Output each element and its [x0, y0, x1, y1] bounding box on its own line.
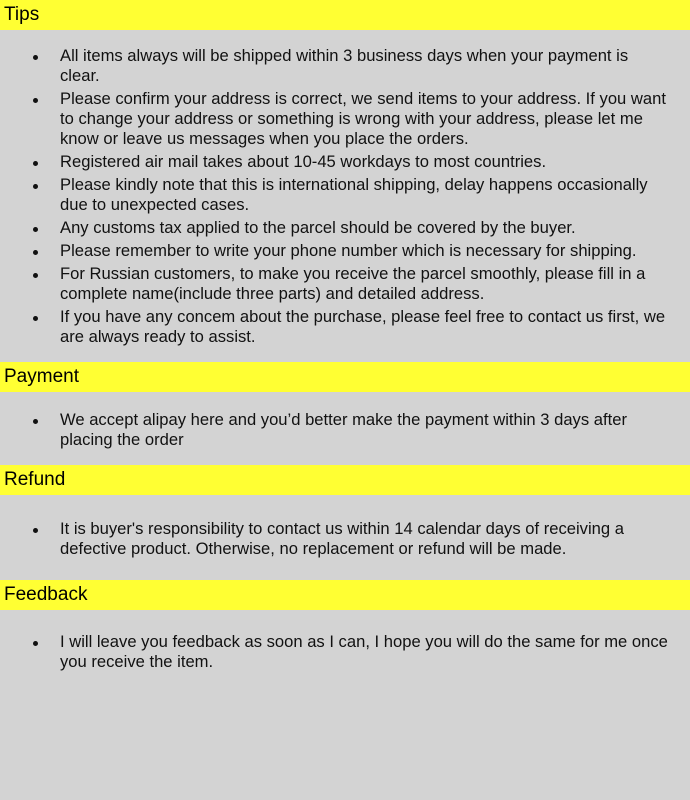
list-item: If you have any concem about the purchase, please feel free to contact us first, we are always ready to assist. — [30, 307, 670, 347]
feedback-header: Feedback — [0, 580, 690, 610]
list-item: I will leave you feedback as soon as I can, I hope you will do the same for me once you receive the item. — [30, 632, 670, 672]
list-item: Please confirm your address is correct, we send items to your address. If you want to change your address or something is wrong with your address, please let me know or leave us messages when you place the orders. — [30, 89, 670, 149]
feedback-list — [30, 632, 670, 672]
list-item: Please remember to write your phone number which is necessary for shipping. — [30, 241, 670, 261]
list-item: For Russian customers, to make you receive the parcel smoothly, please fill in a complete name(include three parts) and detailed address. — [30, 264, 670, 304]
feedback-section — [0, 580, 690, 687]
list-item: Please kindly note that this is international shipping, delay happens occasionally due to unexpected cases. — [30, 175, 670, 215]
refund-header: Refund — [0, 465, 690, 495]
refund-section — [0, 465, 690, 580]
payment-header: Payment — [0, 362, 690, 392]
list-item: Registered air mail takes about 10-45 workdays to most countries. — [30, 152, 670, 172]
refund-list — [30, 519, 670, 559]
list-item: We accept alipay here and you’d better make the payment within 3 days after placing the order — [30, 410, 670, 450]
payment-list — [30, 410, 670, 450]
tips-list — [30, 46, 670, 347]
list-item: All items always will be shipped within 3 business days when your payment is clear. — [30, 46, 670, 86]
tips-section — [0, 0, 690, 362]
payment-section — [0, 362, 690, 465]
list-item: Any customs tax applied to the parcel should be covered by the buyer. — [30, 218, 670, 238]
list-item: It is buyer's responsibility to contact us within 14 calendar days of receiving a defective product. Otherwise, no replacement or refund will be made. — [30, 519, 670, 559]
tips-header: Tips — [0, 0, 690, 30]
